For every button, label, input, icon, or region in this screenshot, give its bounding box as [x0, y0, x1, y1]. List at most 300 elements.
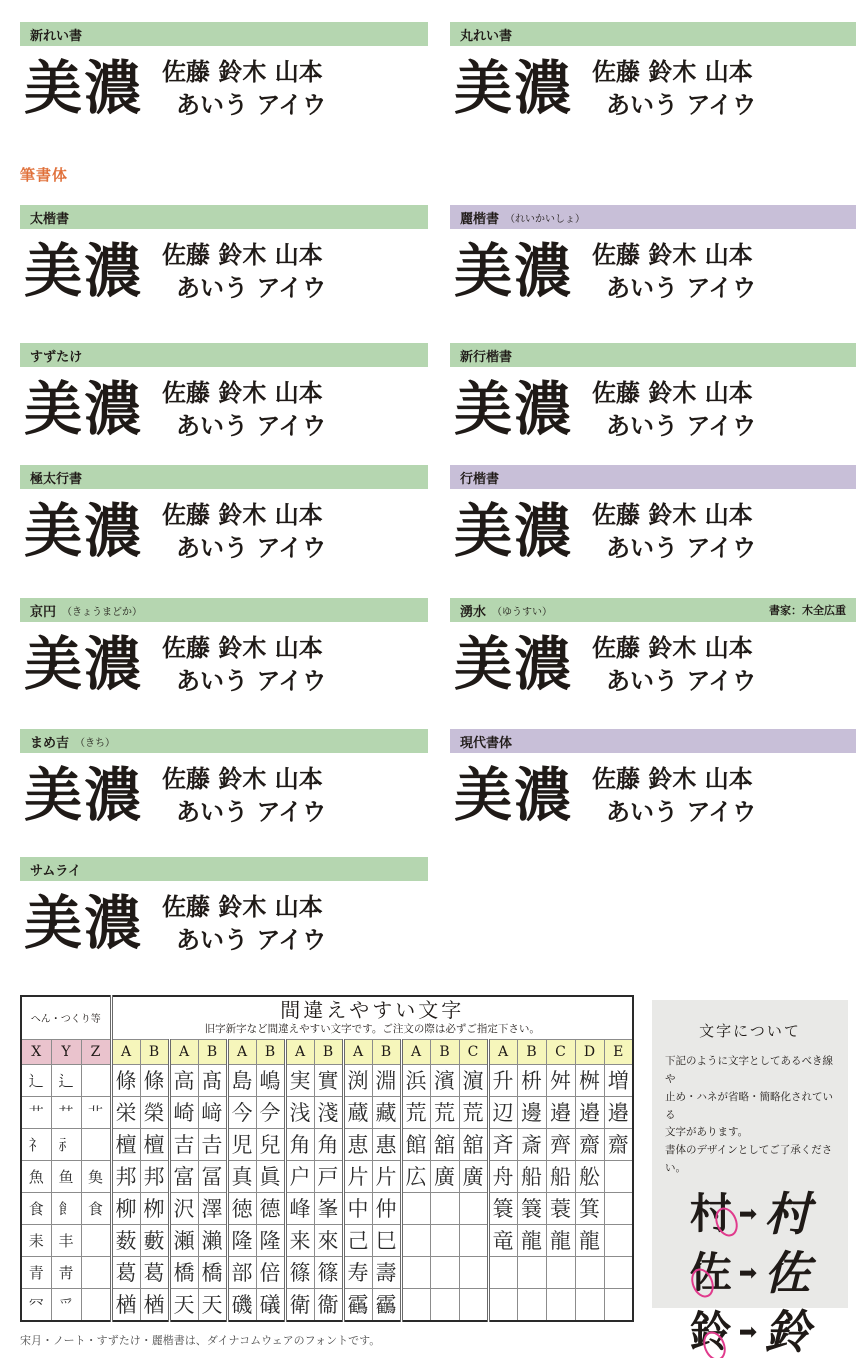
column-letter-cell: B [198, 1039, 227, 1064]
kanji-variant-cell: 真 [227, 1160, 256, 1192]
specimen-main-text: 美濃 [24, 237, 145, 306]
font-name-label: 太楷書 [30, 210, 70, 226]
font-sample-block [20, 22, 428, 123]
kanji-variant-cell: 児 [227, 1128, 256, 1160]
specimen-main-text: 美濃 [454, 375, 575, 444]
kanji-variant-cell: 舘 [459, 1128, 488, 1160]
specimen-names-line: 佐藤 鈴木 山本 [162, 57, 323, 86]
specimen-lines [592, 765, 756, 825]
font-name-label: 新行楷書 [460, 348, 513, 364]
kanji-variant-cell: 角 [285, 1128, 314, 1160]
kanji-variant-cell: 巳 [372, 1224, 401, 1256]
font-sample-specimen [20, 753, 428, 830]
specimen-lines [162, 58, 326, 118]
kanji-variant-cell: 靏 [372, 1288, 401, 1321]
specimen-lines [162, 241, 326, 301]
kanji-variant-cell [430, 1256, 459, 1288]
kanji-variant-cell: 實 [314, 1064, 343, 1096]
kanji-variant-cell: 今 [227, 1096, 256, 1128]
kanji-variant-cell: 天 [198, 1288, 227, 1321]
font-name-label: 新れい書 [30, 27, 83, 43]
kanji-variant-cell: 恵 [343, 1128, 372, 1160]
notes-box-examples [652, 1186, 848, 1358]
column-letter-cell: B [140, 1039, 169, 1064]
kanji-variant-cell: 淺 [314, 1096, 343, 1128]
radical-variant-cell: 丰 [51, 1224, 81, 1256]
kanji-variant-cell: 増 [604, 1064, 633, 1096]
kanji-variant-cell: 澤 [198, 1192, 227, 1224]
radical-variant-cell: 鱼 [51, 1160, 81, 1192]
font-sample-block [450, 205, 856, 306]
specimen-main-text: 美濃 [24, 497, 145, 566]
font-name-label: まめ吉 [30, 734, 70, 750]
column-letter-cell: B [430, 1039, 459, 1064]
column-letter-cell: C [546, 1039, 575, 1064]
simplification-example [652, 1245, 848, 1300]
kanji-variant-cell [488, 1256, 517, 1288]
kanji-variant-cell: 龍 [517, 1224, 546, 1256]
specimen-kana-line: あいう アイウ [176, 532, 327, 562]
specimen-names-line: 佐藤 鈴木 山本 [162, 892, 323, 921]
kanji-variant-cell: 舘 [430, 1128, 459, 1160]
column-letter-cell: A [401, 1039, 430, 1064]
kanji-variant-cell: 廣 [430, 1160, 459, 1192]
kanji-variant-cell: 荒 [401, 1096, 430, 1128]
kanji-variant-cell: 戸 [314, 1160, 343, 1192]
kanji-variant-cell: 隆 [256, 1224, 285, 1256]
arrow-right-icon: ➡ [738, 1318, 758, 1344]
font-name-label: 行楷書 [460, 470, 500, 486]
column-letter-cell: X [21, 1039, 51, 1064]
kanji-variant-cell [517, 1256, 546, 1288]
arrow-right-icon: ➡ [738, 1200, 758, 1226]
column-letter-cell: D [575, 1039, 604, 1064]
kanji-variant-cell: 天 [169, 1288, 198, 1321]
specimen-kana-line: あいう アイウ [606, 796, 757, 826]
specimen-lines [162, 634, 326, 694]
font-name-label: サムライ [30, 862, 81, 878]
kanji-variant-cell [546, 1288, 575, 1321]
kanji-variant-cell: 崎 [169, 1096, 198, 1128]
kanji-variant-cell: 靍 [343, 1288, 372, 1321]
font-sample-header [450, 205, 856, 229]
radical-variant-cell: 辶 [21, 1064, 51, 1096]
specimen-lines [592, 58, 756, 118]
kanji-variant-cell: 髙 [198, 1064, 227, 1096]
kanji-variant-cell: 齊 [546, 1128, 575, 1160]
kanji-variant-cell: 廣 [459, 1160, 488, 1192]
kanji-variant-cell: 條 [140, 1064, 169, 1096]
font-sample-block [450, 22, 856, 123]
example-standard-character: 村 [690, 1193, 732, 1235]
kanji-variant-cell: 橋 [169, 1256, 198, 1288]
kanji-variant-cell: 船 [517, 1160, 546, 1192]
specimen-kana-line: あいう アイウ [176, 89, 327, 119]
font-sample-specimen [20, 229, 428, 306]
table-title: 間違えやすい文字 [280, 1000, 465, 1022]
font-sample-header [20, 343, 428, 367]
specimen-kana-line: あいう アイウ [176, 665, 327, 695]
font-sample-block [20, 598, 428, 699]
example-brush-character: 鈴 [764, 1304, 811, 1358]
kanji-variant-cell: 斎 [517, 1128, 546, 1160]
kanji-variant-cell: 桝 [575, 1064, 604, 1096]
kanji-variant-cell: 吉 [169, 1128, 198, 1160]
kanji-variant-cell: 実 [285, 1064, 314, 1096]
kanji-variant-cell: 衞 [314, 1288, 343, 1321]
font-name-label: 京円 [30, 603, 57, 619]
kanji-variant-cell: 藏 [372, 1096, 401, 1128]
radical-variant-cell: 耒 [21, 1224, 51, 1256]
specimen-main-text: 美濃 [454, 54, 575, 123]
specimen-main-text: 美濃 [24, 54, 145, 123]
column-letter-cell: B [372, 1039, 401, 1064]
font-sample-block [450, 598, 856, 699]
font-sample-block [20, 343, 428, 444]
font-sample-specimen [20, 622, 428, 699]
font-sample-specimen [20, 367, 428, 444]
example-brush-character: 村 [764, 1186, 811, 1241]
column-letter-cell: C [459, 1039, 488, 1064]
specimen-lines [162, 501, 326, 561]
font-sample-specimen [450, 489, 856, 566]
column-letter-cell: A [111, 1039, 140, 1064]
specimen-names-line: 佐藤 鈴木 山本 [592, 633, 753, 662]
kanji-variant-cell: 蓑 [546, 1192, 575, 1224]
notes-body-line: 文字があります。 [665, 1126, 749, 1139]
font-sample-specimen [450, 367, 856, 444]
specimen-names-line: 佐藤 鈴木 山本 [592, 240, 753, 269]
specimen-main-text: 美濃 [24, 761, 145, 830]
column-letter-cell: Z [81, 1039, 111, 1064]
specimen-lines [592, 501, 756, 561]
kanji-variant-cell [459, 1224, 488, 1256]
font-sample-header [20, 205, 428, 229]
kanji-variant-cell [604, 1224, 633, 1256]
specimen-kana-line: あいう アイウ [606, 272, 757, 302]
kanji-variant-cell: 齋 [575, 1128, 604, 1160]
font-sample-header [450, 598, 856, 622]
kanji-variant-cell: 寿 [343, 1256, 372, 1288]
font-sample-block [20, 857, 428, 958]
font-sample-header [20, 465, 428, 489]
font-sample-specimen [450, 753, 856, 830]
kanji-variant-cell [546, 1256, 575, 1288]
font-sample-header [450, 343, 856, 367]
specimen-main-text: 美濃 [454, 497, 575, 566]
specimen-names-line: 佐藤 鈴木 山本 [592, 57, 753, 86]
kanji-variant-cell: 𫝆 [256, 1096, 285, 1128]
specimen-kana-line: あいう アイウ [176, 272, 327, 302]
kanji-variant-cell: 德 [256, 1192, 285, 1224]
notes-box-title: 文字について [699, 1023, 801, 1040]
kanji-variant-cell: 兒 [256, 1128, 285, 1160]
radical-variant-cell: 青 [21, 1256, 51, 1288]
kanji-variant-cell [604, 1192, 633, 1224]
radical-variant-cell: ⺿ [51, 1096, 81, 1128]
specimen-kana-line: あいう アイウ [606, 89, 757, 119]
kanji-variant-cell: 己 [343, 1224, 372, 1256]
kanji-variant-cell: 荒 [459, 1096, 488, 1128]
kanji-variant-cell: 龍 [575, 1224, 604, 1256]
specimen-lines [162, 379, 326, 439]
kanji-variant-cell: 邦 [111, 1160, 140, 1192]
font-name-reading: （きち） [75, 737, 116, 749]
kanji-variant-cell: 栄 [111, 1096, 140, 1128]
font-sample-specimen [450, 229, 856, 306]
kanji-variant-cell: 條 [111, 1064, 140, 1096]
kanji-variant-cell: 倍 [256, 1256, 285, 1288]
kanji-variant-cell: 濵 [459, 1064, 488, 1096]
kanji-variant-cell: 栁 [140, 1192, 169, 1224]
column-letter-cell: A [285, 1039, 314, 1064]
specimen-kana-line: あいう アイウ [606, 665, 757, 695]
specimen-names-line: 佐藤 鈴木 山本 [592, 500, 753, 529]
kanji-variant-cell: 簑 [488, 1192, 517, 1224]
kanji-variant-cell: 広 [401, 1160, 430, 1192]
kanji-variant-cell: 部 [227, 1256, 256, 1288]
kanji-variant-cell: 邉 [604, 1096, 633, 1128]
kanji-variant-cell: 升 [488, 1064, 517, 1096]
kanji-variant-cell [459, 1192, 488, 1224]
kanji-variant-cell: 峰 [285, 1192, 314, 1224]
kanji-variant-cell: 箕 [575, 1192, 604, 1224]
specimen-names-line: 佐藤 鈴木 山本 [162, 764, 323, 793]
kanji-variant-cell: 藪 [140, 1224, 169, 1256]
simplification-example [652, 1186, 848, 1241]
radical-variant-cell [81, 1224, 111, 1256]
specimen-kana-line: あいう アイウ [176, 924, 327, 954]
column-letter-cell: A [227, 1039, 256, 1064]
font-sample-header [20, 598, 428, 622]
specimen-names-line: 佐藤 鈴木 山本 [162, 378, 323, 407]
radical-variant-cell: ⻝ [81, 1192, 111, 1224]
highlight-ellipse-icon [687, 1265, 718, 1301]
kanji-variant-cell: 磯 [227, 1288, 256, 1321]
font-name-label: 極太行書 [30, 470, 83, 486]
specimen-lines [592, 241, 756, 301]
column-letter-cell: B [314, 1039, 343, 1064]
kanji-variant-cell: 嶋 [256, 1064, 285, 1096]
kanji-variant-cell: 徳 [227, 1192, 256, 1224]
kanji-variant-cell: 峯 [314, 1192, 343, 1224]
kanji-variant-cell [604, 1288, 633, 1321]
kanji-variant-cell: 齋 [604, 1128, 633, 1160]
example-standard-character: 鈴 [690, 1311, 732, 1353]
table-corner-label: へん・つくり等 [21, 996, 111, 1039]
kanji-variant-cell: 薮 [111, 1224, 140, 1256]
kanji-variant-cell [459, 1288, 488, 1321]
mistaken-characters-table [20, 995, 634, 1322]
kanji-variant-cell: 島 [227, 1064, 256, 1096]
specimen-names-line: 佐藤 鈴木 山本 [162, 240, 323, 269]
kanji-variant-cell: 邉 [575, 1096, 604, 1128]
radical-variant-cell [81, 1128, 111, 1160]
kanji-variant-cell [604, 1160, 633, 1192]
kanji-variant-cell: 枡 [517, 1064, 546, 1096]
kanji-variant-cell: 渕 [343, 1064, 372, 1096]
radical-variant-cell [81, 1256, 111, 1288]
font-sample-header [450, 22, 856, 46]
kanji-variant-cell: 来 [285, 1224, 314, 1256]
kanji-variant-cell: 沢 [169, 1192, 198, 1224]
specimen-lines [162, 765, 326, 825]
radical-variant-cell: ⻀ [81, 1096, 111, 1128]
kanji-variant-cell: 壽 [372, 1256, 401, 1288]
radical-variant-cell: 爫 [51, 1288, 81, 1321]
kanji-variant-cell: 隆 [227, 1224, 256, 1256]
notes-body-line: 下記のように文字としてあるべき線や [665, 1055, 833, 1085]
kanji-variant-cell: 邊 [517, 1096, 546, 1128]
column-letter-cell: E [604, 1039, 633, 1064]
kanji-variant-cell [401, 1288, 430, 1321]
font-name-label: すずたけ [30, 348, 83, 364]
column-letter-cell: A [343, 1039, 372, 1064]
kanji-variant-cell: 中 [343, 1192, 372, 1224]
font-sample-header [450, 729, 856, 753]
kanji-variant-cell [430, 1224, 459, 1256]
kanji-variant-cell [517, 1288, 546, 1321]
kanji-variant-cell: 簔 [517, 1192, 546, 1224]
kanji-variant-cell: 舛 [546, 1064, 575, 1096]
specimen-kana-line: あいう アイウ [606, 532, 757, 562]
kanji-variant-cell: 礒 [256, 1288, 285, 1321]
kanji-variant-cell: 淵 [372, 1064, 401, 1096]
example-standard-character: 佐 [690, 1252, 732, 1294]
specimen-main-text: 美濃 [24, 630, 145, 699]
font-name-label: 湧水 [460, 603, 487, 619]
notes-box-body [652, 1041, 848, 1178]
column-letter-cell: Y [51, 1039, 81, 1064]
kanji-variant-cell: 楢 [111, 1288, 140, 1321]
kanji-variant-cell: 浅 [285, 1096, 314, 1128]
character-notes-box [652, 1000, 848, 1358]
simplification-example [652, 1304, 848, 1358]
kanji-variant-cell [488, 1288, 517, 1321]
radical-variant-cell: 㓁 [21, 1288, 51, 1321]
specimen-main-text: 美濃 [24, 889, 145, 958]
kanji-variant-cell [401, 1224, 430, 1256]
kanji-variant-cell: 户 [285, 1160, 314, 1192]
notes-body-line: 書体のデザインとしてご了承ください。 [665, 1144, 833, 1175]
specimen-lines [592, 634, 756, 694]
font-sample-block [20, 205, 428, 306]
kanji-variant-cell [401, 1192, 430, 1224]
font-sample-header [450, 465, 856, 489]
radical-variant-cell: 魚 [21, 1160, 51, 1192]
kanji-variant-cell: 來 [314, 1224, 343, 1256]
kanji-variant-cell: 片 [372, 1160, 401, 1192]
kanji-variant-cell: 館 [401, 1128, 430, 1160]
kanji-variant-cell: 楢 [140, 1288, 169, 1321]
kanji-variant-cell: 瀬 [169, 1224, 198, 1256]
specimen-names-line: 佐藤 鈴木 山本 [162, 633, 323, 662]
kanji-variant-cell: 篠 [314, 1256, 343, 1288]
kanji-variant-cell [430, 1192, 459, 1224]
radical-variant-cell [81, 1288, 111, 1321]
font-sample-header [20, 857, 428, 881]
kanji-variant-cell: 舟 [488, 1160, 517, 1192]
font-sample-block [450, 343, 856, 444]
column-letter-cell: A [169, 1039, 198, 1064]
kanji-variant-cell: 斉 [488, 1128, 517, 1160]
calligrapher-note: 書家：木全広重 [769, 605, 846, 617]
kanji-variant-cell: 衛 [285, 1288, 314, 1321]
kanji-variant-cell: 荒 [430, 1096, 459, 1128]
specimen-kana-line: あいう アイウ [176, 410, 327, 440]
font-sample-header [20, 22, 428, 46]
kanji-variant-cell: 浜 [401, 1064, 430, 1096]
kanji-variant-cell: 邦 [140, 1160, 169, 1192]
specimen-names-line: 佐藤 鈴木 山本 [162, 500, 323, 529]
kanji-variant-cell: 辺 [488, 1096, 517, 1128]
notes-body-line: 止め・ハネが省略・簡略化されている [665, 1090, 833, 1121]
column-letter-cell: B [256, 1039, 285, 1064]
radical-variant-cell: 靑 [51, 1256, 81, 1288]
kanji-variant-cell: 高 [169, 1064, 198, 1096]
radical-variant-cell: 𩵋 [81, 1160, 111, 1192]
kanji-variant-cell: 角 [314, 1128, 343, 1160]
font-sample-specimen [20, 489, 428, 566]
kanji-variant-cell: 舩 [575, 1160, 604, 1192]
specimen-main-text: 美濃 [454, 237, 575, 306]
specimen-lines [592, 379, 756, 439]
kanji-variant-cell: 船 [546, 1160, 575, 1192]
kanji-variant-cell [401, 1256, 430, 1288]
kanji-variant-cell: 蔵 [343, 1096, 372, 1128]
radical-variant-cell [81, 1064, 111, 1096]
kanji-variant-cell: 邉 [546, 1096, 575, 1128]
font-sample-specimen [20, 46, 428, 123]
font-name-reading: （きょうまどか） [62, 606, 143, 618]
font-sample-block [20, 729, 428, 830]
specimen-main-text: 美濃 [454, 630, 575, 699]
kanji-variant-cell [575, 1256, 604, 1288]
font-sample-specimen [450, 622, 856, 699]
kanji-variant-cell: 片 [343, 1160, 372, 1192]
kanji-variant-cell: 篠 [285, 1256, 314, 1288]
font-sample-header [20, 729, 428, 753]
kanji-variant-cell: 葛 [111, 1256, 140, 1288]
kanji-variant-cell: 葛 [140, 1256, 169, 1288]
kanji-variant-cell: 橋 [198, 1256, 227, 1288]
font-name-label: 丸れい書 [460, 27, 513, 43]
font-sample-block [20, 465, 428, 566]
font-name-label: 麗楷書 [460, 210, 500, 226]
column-letter-cell: B [517, 1039, 546, 1064]
radical-variant-cell: 礻 [21, 1128, 51, 1160]
highlight-ellipse-icon [699, 1328, 730, 1358]
kanji-variant-cell: 檀 [111, 1128, 140, 1160]
specimen-main-text: 美濃 [454, 761, 575, 830]
footer-credit-text: 宋月・ノート・すずたけ・麗楷書は、ダイナコムウェアのフォントです。 [20, 1335, 381, 1347]
arrow-right-icon: ➡ [738, 1259, 758, 1285]
kanji-variant-cell [459, 1256, 488, 1288]
specimen-kana-line: あいう アイウ [606, 410, 757, 440]
kanji-variant-cell: 竜 [488, 1224, 517, 1256]
kanji-variant-cell: 眞 [256, 1160, 285, 1192]
font-sample-block [450, 465, 856, 566]
radical-variant-cell: ⺬ [51, 1128, 81, 1160]
font-sample-specimen [20, 881, 428, 958]
kanji-variant-cell: 濱 [430, 1064, 459, 1096]
specimen-kana-line: あいう アイウ [176, 796, 327, 826]
kanji-variant-cell: 﨑 [198, 1096, 227, 1128]
font-name-reading: （ゆうすい） [492, 606, 553, 618]
kanji-variant-cell: 龍 [546, 1224, 575, 1256]
specimen-lines [162, 893, 326, 953]
kanji-variant-cell: 瀨 [198, 1224, 227, 1256]
